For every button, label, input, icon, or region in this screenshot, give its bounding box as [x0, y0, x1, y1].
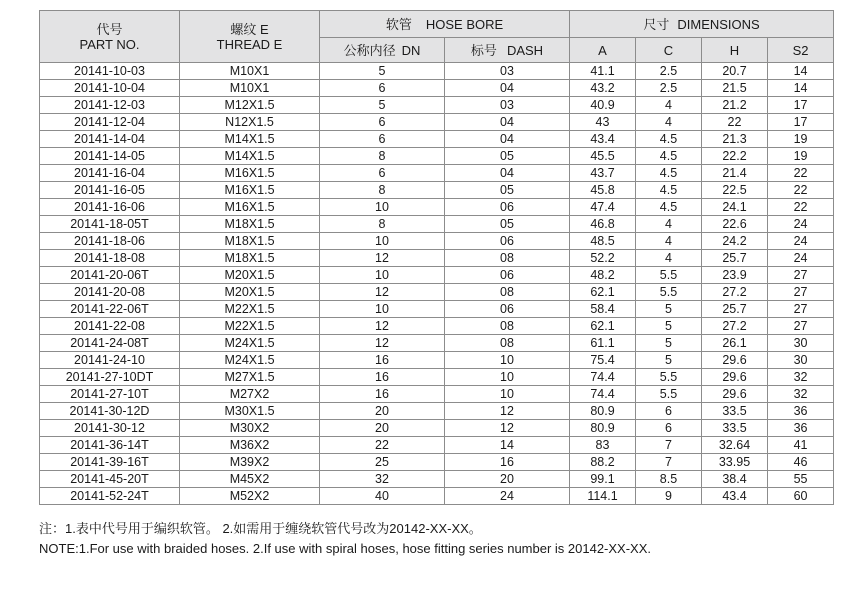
table-row	[40, 437, 834, 454]
cell-a: 52.2	[570, 250, 636, 267]
cell-h: 21.2	[702, 97, 768, 114]
table-row	[40, 182, 834, 199]
cell-thread: M24X1.5	[180, 335, 320, 352]
cell-c: 4	[636, 216, 702, 233]
cell-thread: M52X2	[180, 488, 320, 505]
cell-c: 4.5	[636, 182, 702, 199]
cell-s2: 36	[768, 420, 834, 437]
cell-dash: 06	[445, 233, 570, 250]
cell-dn: 5	[320, 97, 445, 114]
thread-header-cn: 螺纹 E	[230, 21, 269, 37]
table-row	[40, 369, 834, 386]
cell-part: 20141-22-06T	[40, 301, 180, 318]
cell-a: 45.8	[570, 182, 636, 199]
cell-dn: 32	[320, 471, 445, 488]
dn-header-en: DN	[401, 42, 421, 58]
cell-dn: 6	[320, 80, 445, 97]
cell-c: 7	[636, 454, 702, 471]
table-row	[40, 114, 834, 131]
table-body	[40, 63, 834, 505]
cell-dash: 08	[445, 284, 570, 301]
cell-h: 25.7	[702, 250, 768, 267]
cell-h: 22.2	[702, 148, 768, 165]
cell-a: 74.4	[570, 369, 636, 386]
cell-dn: 12	[320, 250, 445, 267]
cell-c: 2.5	[636, 63, 702, 80]
cell-dash: 05	[445, 216, 570, 233]
cell-dn: 40	[320, 488, 445, 505]
cell-dn: 16	[320, 386, 445, 403]
cell-s2: 32	[768, 369, 834, 386]
cell-h: 27.2	[702, 318, 768, 335]
cell-s2: 36	[768, 403, 834, 420]
table-row	[40, 97, 834, 114]
cell-dash: 16	[445, 454, 570, 471]
cell-c: 4	[636, 97, 702, 114]
cell-s2: 22	[768, 182, 834, 199]
cell-dn: 20	[320, 420, 445, 437]
table-row	[40, 335, 834, 352]
cell-thread: M18X1.5	[180, 233, 320, 250]
cell-thread: M20X1.5	[180, 267, 320, 284]
col-c-header: C	[636, 38, 702, 63]
cell-h: 24.2	[702, 233, 768, 250]
cell-s2: 30	[768, 352, 834, 369]
cell-c: 4.5	[636, 131, 702, 148]
cell-part: 20141-52-24T	[40, 488, 180, 505]
cell-h: 32.64	[702, 437, 768, 454]
cell-thread: M27X2	[180, 386, 320, 403]
cell-part: 20141-39-16T	[40, 454, 180, 471]
cell-dash: 04	[445, 131, 570, 148]
cell-dash: 05	[445, 182, 570, 199]
cell-c: 5.5	[636, 267, 702, 284]
table-row	[40, 199, 834, 216]
cell-thread: M18X1.5	[180, 216, 320, 233]
cell-s2: 27	[768, 301, 834, 318]
cell-h: 23.9	[702, 267, 768, 284]
cell-c: 5	[636, 301, 702, 318]
cell-dn: 5	[320, 63, 445, 80]
cell-dn: 12	[320, 318, 445, 335]
cell-dash: 10	[445, 352, 570, 369]
cell-h: 26.1	[702, 335, 768, 352]
cell-a: 48.2	[570, 267, 636, 284]
cell-part: 20141-20-06T	[40, 267, 180, 284]
cell-s2: 24	[768, 216, 834, 233]
cell-thread: M16X1.5	[180, 199, 320, 216]
note-chinese: 注：1.表中代号用于编织软管。 2.如需用于缠绕软管代号改为20142-XX-XX。	[39, 521, 482, 536]
cell-thread: M39X2	[180, 454, 320, 471]
cell-a: 48.5	[570, 233, 636, 250]
cell-dn: 10	[320, 233, 445, 250]
cell-part: 20141-18-05T	[40, 216, 180, 233]
cell-dash: 10	[445, 386, 570, 403]
cell-a: 40.9	[570, 97, 636, 114]
cell-thread: M20X1.5	[180, 284, 320, 301]
cell-a: 114.1	[570, 488, 636, 505]
thread-header-en: THREAD E	[216, 36, 283, 52]
table-row	[40, 301, 834, 318]
table-row	[40, 63, 834, 80]
dimensions-header-en: DIMENSIONS	[677, 16, 760, 32]
cell-s2: 27	[768, 267, 834, 284]
cell-part: 20141-30-12D	[40, 403, 180, 420]
cell-thread: M10X1	[180, 63, 320, 80]
cell-part: 20141-36-14T	[40, 437, 180, 454]
cell-s2: 24	[768, 250, 834, 267]
cell-a: 43.4	[570, 131, 636, 148]
cell-c: 7	[636, 437, 702, 454]
cell-h: 22	[702, 114, 768, 131]
part-no-header-cn: 代号	[96, 21, 123, 37]
table-row	[40, 233, 834, 250]
cell-dash: 24	[445, 488, 570, 505]
table-row	[40, 386, 834, 403]
cell-dn: 12	[320, 284, 445, 301]
cell-dn: 6	[320, 165, 445, 182]
cell-a: 80.9	[570, 420, 636, 437]
table-row	[40, 131, 834, 148]
cell-h: 22.6	[702, 216, 768, 233]
cell-thread: M22X1.5	[180, 301, 320, 318]
cell-a: 41.1	[570, 63, 636, 80]
dimensions-header	[570, 11, 834, 38]
cell-a: 62.1	[570, 284, 636, 301]
cell-s2: 17	[768, 114, 834, 131]
cell-part: 20141-24-10	[40, 352, 180, 369]
cell-h: 29.6	[702, 386, 768, 403]
cell-part: 20141-45-20T	[40, 471, 180, 488]
spec-table	[39, 10, 834, 505]
cell-a: 62.1	[570, 318, 636, 335]
table-row	[40, 267, 834, 284]
cell-dn: 10	[320, 267, 445, 284]
cell-c: 5	[636, 318, 702, 335]
cell-s2: 60	[768, 488, 834, 505]
cell-thread: M27X1.5	[180, 369, 320, 386]
cell-a: 88.2	[570, 454, 636, 471]
cell-dn: 16	[320, 369, 445, 386]
cell-part: 20141-20-08	[40, 284, 180, 301]
cell-c: 4.5	[636, 148, 702, 165]
cell-dash: 03	[445, 97, 570, 114]
cell-thread: N12X1.5	[180, 114, 320, 131]
cell-thread: M12X1.5	[180, 97, 320, 114]
cell-thread: M16X1.5	[180, 165, 320, 182]
table-row	[40, 403, 834, 420]
cell-a: 99.1	[570, 471, 636, 488]
cell-h: 33.95	[702, 454, 768, 471]
cell-c: 6	[636, 403, 702, 420]
cell-dn: 6	[320, 131, 445, 148]
cell-h: 33.5	[702, 420, 768, 437]
cell-thread: M16X1.5	[180, 182, 320, 199]
cell-a: 45.5	[570, 148, 636, 165]
cell-part: 20141-24-08T	[40, 335, 180, 352]
table-row	[40, 216, 834, 233]
table-row	[40, 488, 834, 505]
cell-a: 46.8	[570, 216, 636, 233]
cell-s2: 24	[768, 233, 834, 250]
cell-part: 20141-27-10T	[40, 386, 180, 403]
cell-part: 20141-16-06	[40, 199, 180, 216]
cell-s2: 14	[768, 63, 834, 80]
cell-part: 20141-16-05	[40, 182, 180, 199]
cell-a: 74.4	[570, 386, 636, 403]
cell-part: 20141-18-08	[40, 250, 180, 267]
thread-header	[180, 11, 320, 63]
cell-part: 20141-10-04	[40, 80, 180, 97]
table-row	[40, 471, 834, 488]
table-row	[40, 80, 834, 97]
cell-c: 5	[636, 335, 702, 352]
cell-part: 20141-16-04	[40, 165, 180, 182]
cell-s2: 27	[768, 284, 834, 301]
cell-dn: 22	[320, 437, 445, 454]
cell-c: 5.5	[636, 369, 702, 386]
cell-dash: 08	[445, 250, 570, 267]
cell-a: 80.9	[570, 403, 636, 420]
cell-thread: M36X2	[180, 437, 320, 454]
cell-dn: 25	[320, 454, 445, 471]
cell-dn: 10	[320, 301, 445, 318]
table-row	[40, 165, 834, 182]
cell-s2: 17	[768, 97, 834, 114]
cell-thread: M30X1.5	[180, 403, 320, 420]
dash-header-cn: 标号	[470, 42, 497, 58]
cell-dash: 08	[445, 318, 570, 335]
cell-a: 58.4	[570, 301, 636, 318]
table-row	[40, 420, 834, 437]
cell-h: 33.5	[702, 403, 768, 420]
cell-s2: 32	[768, 386, 834, 403]
cell-part: 20141-12-03	[40, 97, 180, 114]
cell-part: 20141-12-04	[40, 114, 180, 131]
table-row	[40, 250, 834, 267]
cell-h: 29.6	[702, 352, 768, 369]
table-row	[40, 352, 834, 369]
dimensions-header-cn: 尺寸	[643, 16, 670, 32]
cell-dash: 08	[445, 335, 570, 352]
cell-c: 4	[636, 233, 702, 250]
part-no-header-en: PART NO.	[79, 36, 140, 52]
cell-thread: M45X2	[180, 471, 320, 488]
cell-c: 9	[636, 488, 702, 505]
cell-h: 21.5	[702, 80, 768, 97]
cell-s2: 41	[768, 437, 834, 454]
cell-h: 22.5	[702, 182, 768, 199]
cell-h: 20.7	[702, 63, 768, 80]
cell-thread: M14X1.5	[180, 131, 320, 148]
cell-a: 43	[570, 114, 636, 131]
cell-c: 4	[636, 250, 702, 267]
cell-dash: 04	[445, 80, 570, 97]
cell-dash: 10	[445, 369, 570, 386]
cell-dn: 16	[320, 352, 445, 369]
cell-part: 20141-14-04	[40, 131, 180, 148]
cell-dash: 05	[445, 148, 570, 165]
cell-thread: M30X2	[180, 420, 320, 437]
cell-part: 20141-30-12	[40, 420, 180, 437]
part-no-header	[40, 11, 180, 63]
cell-s2: 30	[768, 335, 834, 352]
cell-thread: M22X1.5	[180, 318, 320, 335]
cell-c: 5	[636, 352, 702, 369]
cell-c: 6	[636, 420, 702, 437]
cell-h: 25.7	[702, 301, 768, 318]
table-row	[40, 454, 834, 471]
cell-dn: 20	[320, 403, 445, 420]
cell-part: 20141-22-08	[40, 318, 180, 335]
cell-dn: 6	[320, 114, 445, 131]
cell-dash: 04	[445, 114, 570, 131]
cell-dash: 06	[445, 199, 570, 216]
cell-c: 2.5	[636, 80, 702, 97]
col-h-header: H	[702, 38, 768, 63]
cell-s2: 22	[768, 199, 834, 216]
cell-dash: 12	[445, 403, 570, 420]
table-row	[40, 148, 834, 165]
cell-s2: 19	[768, 131, 834, 148]
dash-header-en: DASH	[506, 42, 544, 58]
cell-thread: M10X1	[180, 80, 320, 97]
cell-dn: 8	[320, 148, 445, 165]
cell-h: 43.4	[702, 488, 768, 505]
cell-part: 20141-14-05	[40, 148, 180, 165]
cell-dash: 20	[445, 471, 570, 488]
dn-header	[320, 38, 445, 63]
cell-dash: 04	[445, 165, 570, 182]
cell-s2: 14	[768, 80, 834, 97]
cell-h: 21.3	[702, 131, 768, 148]
cell-thread: M14X1.5	[180, 148, 320, 165]
cell-h: 24.1	[702, 199, 768, 216]
cell-c: 5.5	[636, 284, 702, 301]
cell-dash: 14	[445, 437, 570, 454]
cell-s2: 22	[768, 165, 834, 182]
cell-thread: M18X1.5	[180, 250, 320, 267]
cell-s2: 46	[768, 454, 834, 471]
table-row	[40, 284, 834, 301]
cell-c: 4	[636, 114, 702, 131]
cell-a: 43.7	[570, 165, 636, 182]
cell-c: 8.5	[636, 471, 702, 488]
cell-s2: 55	[768, 471, 834, 488]
col-s2-header: S2	[768, 38, 834, 63]
cell-a: 83	[570, 437, 636, 454]
cell-a: 75.4	[570, 352, 636, 369]
cell-dash: 06	[445, 267, 570, 284]
cell-c: 4.5	[636, 199, 702, 216]
cell-part: 20141-10-03	[40, 63, 180, 80]
dash-header	[445, 38, 570, 63]
cell-dash: 12	[445, 420, 570, 437]
cell-dn: 10	[320, 199, 445, 216]
note-english: NOTE:1.For use with braided hoses. 2.If use with spiral hoses, hose fitting series number is 20142-XX-XX.	[39, 541, 652, 556]
cell-s2: 19	[768, 148, 834, 165]
cell-part: 20141-27-10DT	[40, 369, 180, 386]
cell-a: 43.2	[570, 80, 636, 97]
cell-h: 21.4	[702, 165, 768, 182]
col-a-header: A	[570, 38, 636, 63]
cell-dash: 06	[445, 301, 570, 318]
cell-dn: 12	[320, 335, 445, 352]
cell-part: 20141-18-06	[40, 233, 180, 250]
cell-c: 4.5	[636, 165, 702, 182]
cell-h: 27.2	[702, 284, 768, 301]
hose-bore-header-en: HOSE BORE	[425, 16, 504, 32]
hose-bore-header	[320, 11, 570, 38]
cell-dn: 8	[320, 216, 445, 233]
dn-header-cn: 公称内径	[343, 42, 396, 58]
cell-h: 38.4	[702, 471, 768, 488]
cell-h: 29.6	[702, 369, 768, 386]
cell-c: 5.5	[636, 386, 702, 403]
cell-thread: M24X1.5	[180, 352, 320, 369]
hose-bore-header-cn: 软管	[385, 16, 412, 32]
cell-a: 47.4	[570, 199, 636, 216]
cell-dash: 03	[445, 63, 570, 80]
cell-dn: 8	[320, 182, 445, 199]
table-row	[40, 318, 834, 335]
cell-a: 61.1	[570, 335, 636, 352]
cell-s2: 27	[768, 318, 834, 335]
table-header	[40, 11, 834, 63]
